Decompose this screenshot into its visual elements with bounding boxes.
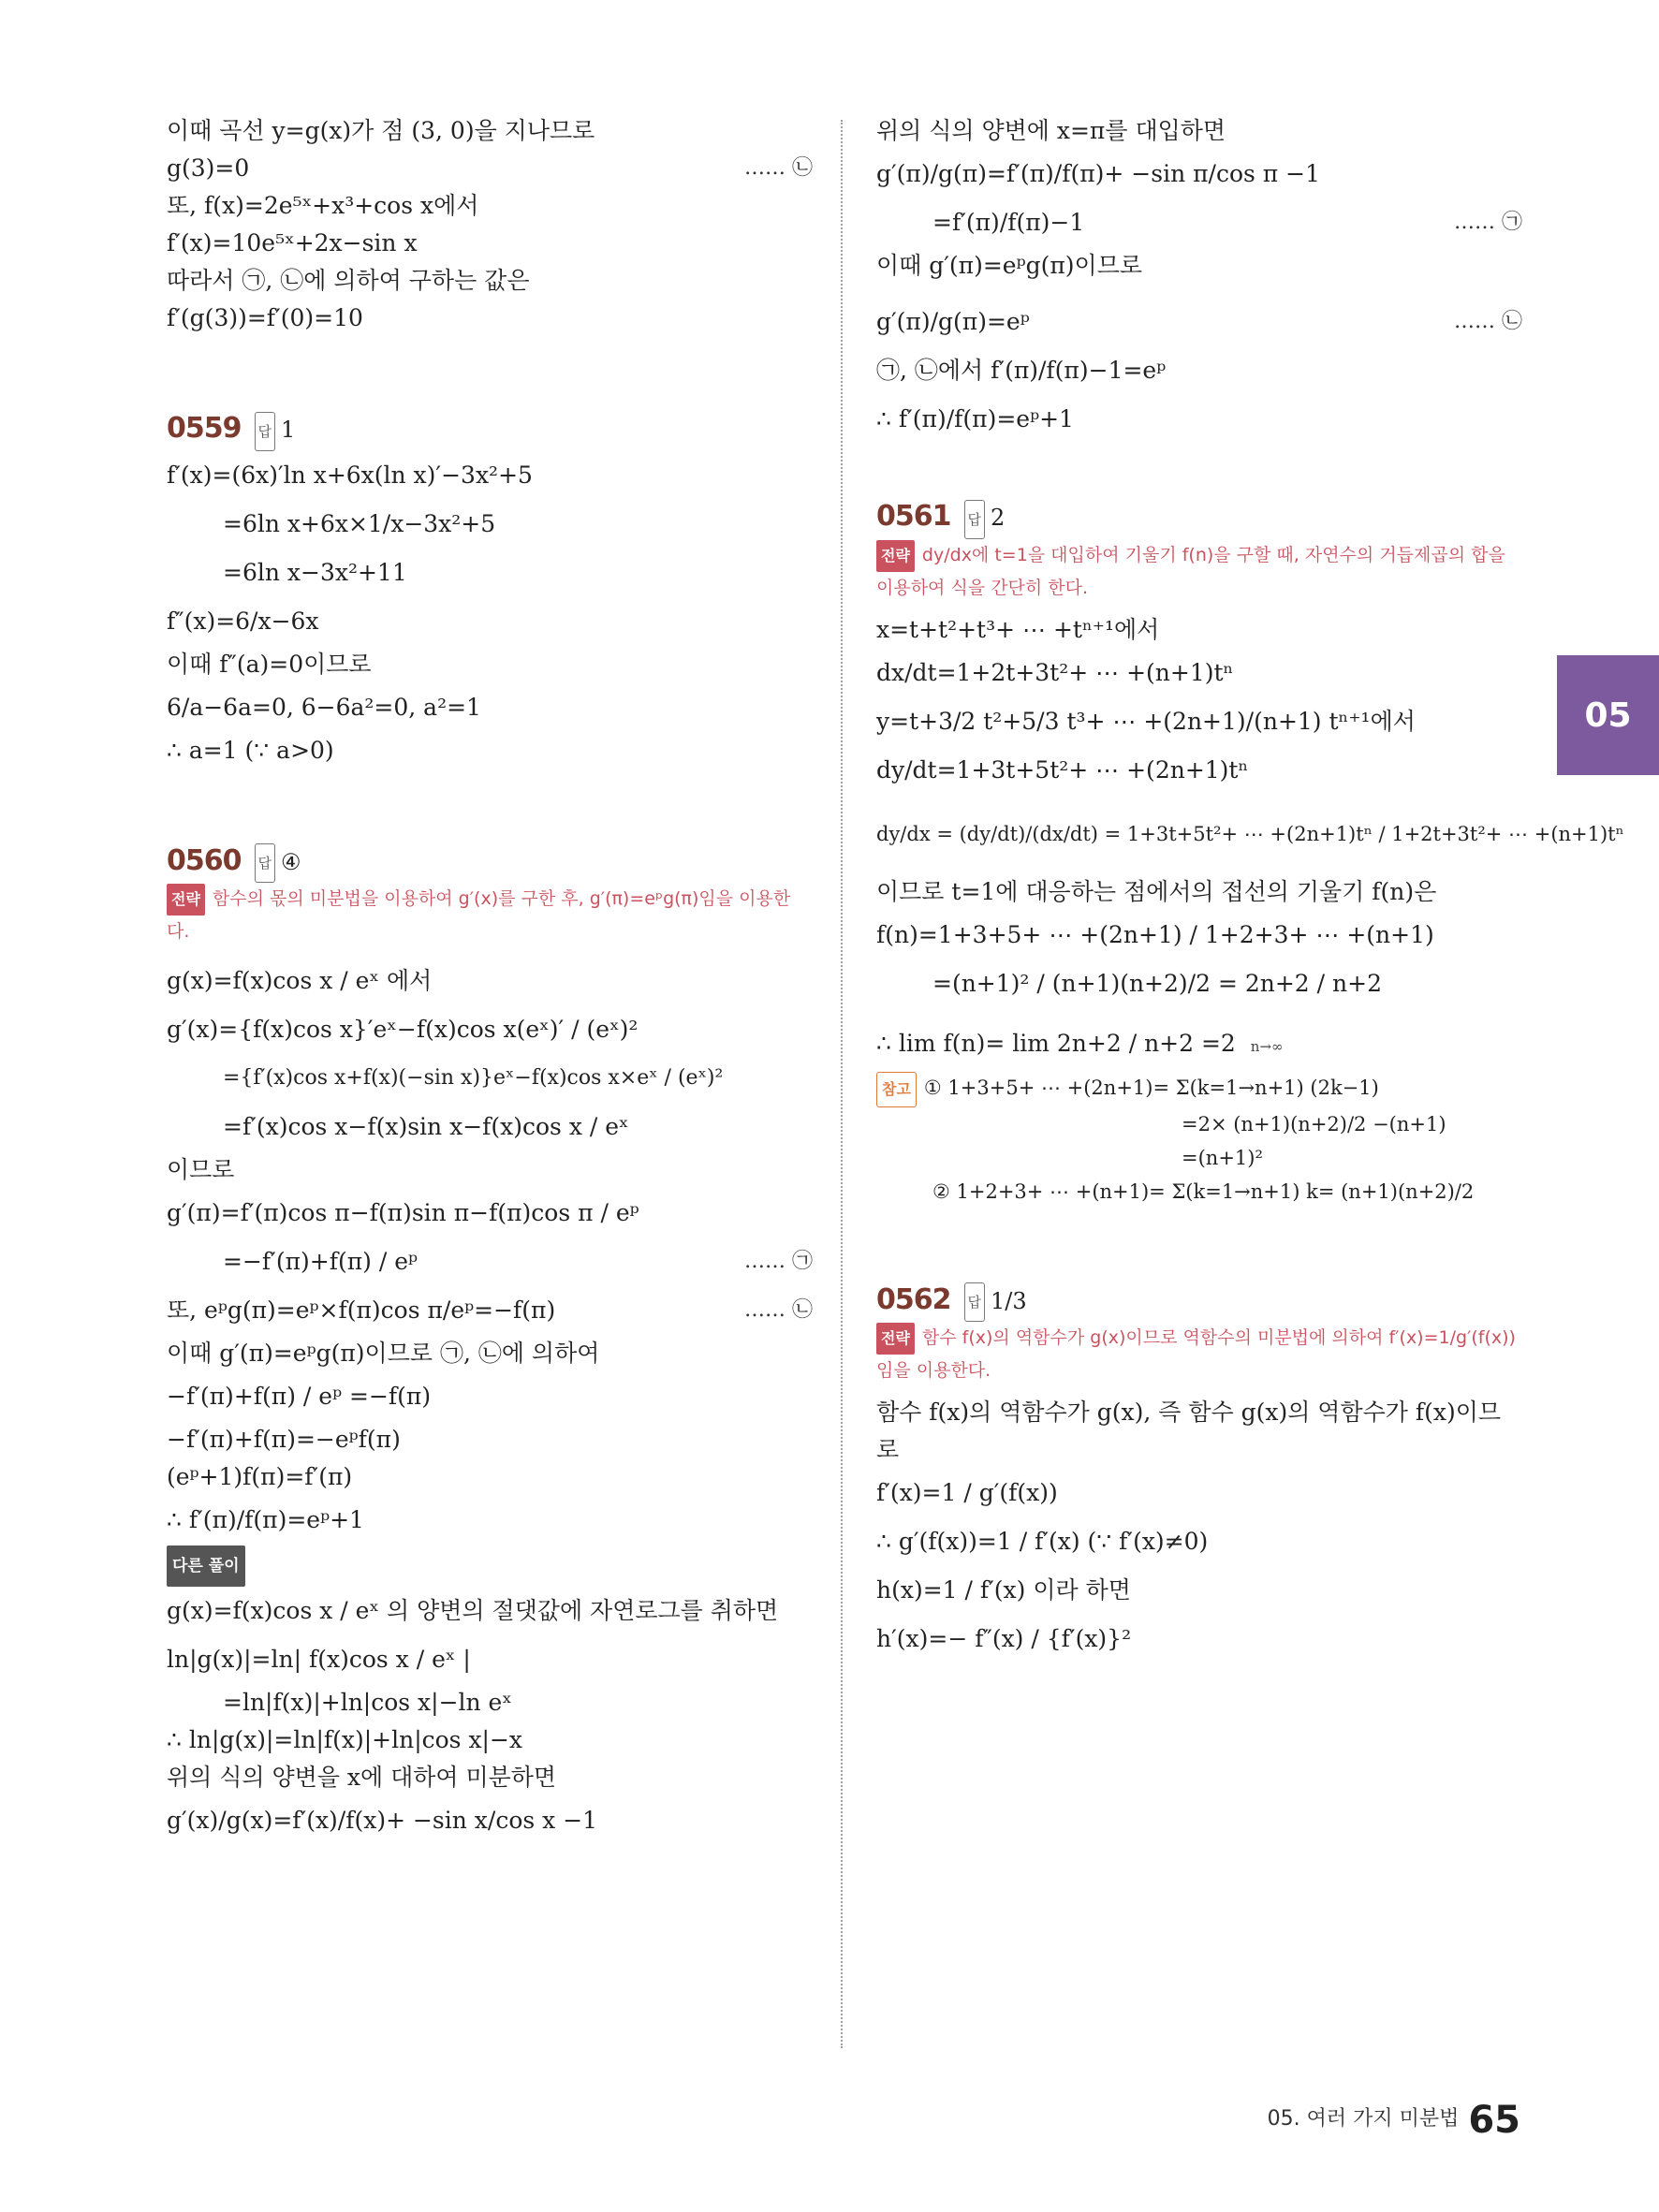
strategy-tag: 전략: [876, 1323, 915, 1355]
equation: g′(x)={f(x)cos x}′eˣ−f(x)cos x(eˣ)′ / (eˣ)²: [167, 1016, 639, 1043]
problem-header-0562: [876, 1282, 1522, 1323]
page-footer: [1268, 2099, 1520, 2142]
equation-marker: …… ㉠: [744, 1250, 813, 1273]
equation: (eᵖ+1)f(π)=f′(π): [167, 1463, 353, 1490]
equation: [167, 1238, 813, 1286]
equation: g(x)=f(x)cos x / eˣ 에서: [167, 967, 433, 994]
equation-marker: …… ㉠: [1454, 211, 1522, 234]
equation: [876, 298, 1522, 346]
alt-solution-tag: 다른 풀이: [167, 1545, 245, 1587]
equation: ln|g(x)|=ln| f(x)cos x / eˣ |: [167, 1646, 471, 1673]
equation: ∴ g′(f(x))=1 / f′(x) (∵ f′(x)≠0): [876, 1528, 1209, 1555]
equation: dy/dx = (dy/dt)/(dx/dt) = 1+3t+5t²+ ⋯ +(2n+1)tⁿ / 1+2t+3t²+ ⋯ +(n+1)tⁿ: [876, 822, 1624, 845]
equation: ∴ a=1 (∵ a>0): [167, 736, 334, 764]
answer-value: 1: [281, 417, 296, 443]
equation: g(x)=f(x)cos x / eˣ 의 양변의 절댓값에 자연로그를 취하면: [167, 1597, 779, 1624]
right-column: [876, 112, 1624, 1663]
problem-header-0559: [167, 410, 813, 451]
reference-tag: 참고: [876, 1072, 917, 1107]
text-line: 위의 식의 양변을 x에 대하여 미분하면: [167, 1764, 557, 1791]
problem-number: 0562: [876, 1282, 951, 1316]
equation: ㉠, ㉡에서 f′(π)/f(π)−1=eᵖ: [876, 357, 1167, 384]
equation: ∴ f′(π)/f(π)=eᵖ+1: [876, 405, 1074, 432]
text-line: 이때 곡선 y=g(x)가 점 (3, 0)을 지나므로: [167, 117, 595, 144]
equation: −f′(π)+f(π) / eᵖ =−f(π): [167, 1383, 432, 1410]
answer-label: 답: [964, 500, 986, 539]
strategy-tag: 전략: [167, 884, 205, 916]
strategy-tag: 전략: [876, 540, 915, 572]
equation: h′(x)=− f″(x) / {f′(x)}²: [876, 1625, 1132, 1652]
equation: f′(x)=1 / g′(f(x)): [876, 1479, 1058, 1506]
text-line: 위의 식의 양변에 x=π를 대입하면: [876, 117, 1226, 144]
equation: −f′(π)+f(π)=−eᵖf(π): [167, 1426, 401, 1453]
reference-line: =2× (n+1)(n+2)/2 −(n+1): [1182, 1112, 1446, 1135]
equation: [876, 1019, 1522, 1071]
text-line: 이므로 t=1에 대응하는 점에서의 접선의 기울기 f(n)은: [876, 877, 1437, 905]
equation: ∴ f′(π)/f(π)=eᵖ+1: [167, 1506, 364, 1533]
equation: f′(x)=(6x)′ln x+6x(ln x)′−3x²+5: [167, 461, 533, 489]
equation-text: =f′(π)/f(π)−1: [932, 209, 1085, 236]
strategy-note: [167, 883, 813, 947]
text-line: f′(g(3))=f′(0)=10: [167, 304, 363, 331]
equation: y=t+3/2 t²+5/3 t³+ ⋯ +(2n+1)/(n+1) tⁿ⁺¹에서: [876, 707, 1416, 735]
answer-value: ④: [281, 848, 301, 875]
problem-header-0561: [876, 498, 1522, 539]
equation: f″(x)=6/x−6x: [167, 607, 319, 635]
equation-marker: …… ㉡: [744, 156, 813, 180]
column-divider: [841, 120, 843, 2048]
answer-label: 답: [964, 1282, 986, 1322]
strategy-text: dy/dx에 t=1을 대입하여 기울기 f(n)을 구할 때, 자연수의 거듭제곱의 합을 이용하여 식을 간단히 한다.: [876, 544, 1505, 598]
equation: =(n+1)² / (n+1)(n+2)/2 = 2n+2 / n+2: [932, 969, 1382, 997]
strategy-text: 함수의 몫의 미분법을 이용하여 g′(x)를 구한 후, g′(π)=eᵖg(π)임을 이용한다.: [167, 888, 791, 942]
equation: x=t+t²+t³+ ⋯ +tⁿ⁺¹에서: [876, 615, 1160, 643]
problem-header-0560: [167, 842, 813, 884]
equation: =f′(x)cos x−f(x)sin x−f(x)cos x / eˣ: [223, 1113, 629, 1140]
chapter-tab: 05: [1557, 655, 1659, 775]
answer-value: 1/3: [991, 1287, 1027, 1314]
equation: =ln|f(x)|+ln|cos x|−ln eˣ: [223, 1689, 512, 1716]
page-number: 65: [1468, 2099, 1520, 2142]
strategy-note: [876, 539, 1522, 604]
equation-text: =−f′(π)+f(π) / eᵖ: [223, 1248, 418, 1275]
reference-note: [876, 1071, 1522, 1107]
answer-label: 답: [255, 412, 276, 451]
reference-line: ① 1+3+5+ ⋯ +(2n+1)= Σ(k=1→n+1) (2k−1): [923, 1076, 1379, 1099]
text-line: 따라서 ㉠, ㉡에 의하여 구하는 값은: [167, 267, 530, 294]
problem-number: 0561: [876, 500, 951, 533]
equation: f(n)=1+3+5+ ⋯ +(2n+1) / 1+2+3+ ⋯ +(n+1): [876, 920, 1434, 948]
limit-subscript: n→∞: [1250, 1037, 1284, 1055]
equation-marker: …… ㉡: [744, 1298, 813, 1322]
answer-value: 2: [991, 505, 1006, 531]
text-line: 이므로: [167, 1156, 235, 1183]
text-line: 이때 g′(π)=eᵖg(π)이므로: [876, 252, 1142, 279]
equation: =6ln x−3x²+11: [223, 558, 407, 586]
problem-number: 0559: [167, 412, 242, 445]
equation: g(3)=0: [167, 154, 250, 182]
equation: g′(π)=f′(π)cos π−f(π)sin π−f(π)cos π / eᵖ: [167, 1199, 639, 1226]
equation: dx/dt=1+2t+3t²+ ⋯ +(n+1)tⁿ: [876, 658, 1234, 686]
equation: 6/a−6a=0, 6−6a²=0, a²=1: [167, 693, 481, 721]
problem-number: 0560: [167, 843, 242, 877]
equation: [167, 1286, 813, 1335]
reference-line: =(n+1)²: [1182, 1146, 1263, 1169]
text-line: 함수 f(x)의 역함수가 g(x), 즉 함수 g(x)의 역함수가 f(x)이므로: [876, 1399, 1502, 1463]
text-line: 이때 g′(π)=eᵖg(π)이므로 ㉠, ㉡에 의하여: [167, 1340, 600, 1367]
alt-solution-header: [167, 1545, 813, 1587]
equation: [876, 198, 1522, 247]
equation: h(x)=1 / f′(x) 이라 하면: [876, 1576, 1131, 1604]
equation: =6ln x+6x×1/x−3x²+5: [223, 509, 496, 537]
text-line: 또, f(x)=2e⁵ˣ+x³+cos x에서: [167, 192, 479, 219]
equation-text: g′(π)/g(π)=eᵖ: [876, 308, 1030, 335]
equation: ∴ ln|g(x)|=ln|f(x)|+ln|cos x|−x: [167, 1726, 523, 1753]
text-line: 이때 f″(a)=0이므로: [167, 650, 372, 678]
text-line: [167, 150, 813, 187]
left-column: [167, 112, 813, 1845]
equation-text: ∴ lim f(n)= lim 2n+2 / n+2 =2: [876, 1029, 1236, 1057]
reference-line: ② 1+2+3+ ⋯ +(n+1)= Σ(k=1→n+1) k= (n+1)(n+2)/2: [932, 1179, 1475, 1203]
chapter-title: 05. 여러 가지 미분법: [1267, 2106, 1460, 2131]
equation: ={f′(x)cos x+f(x)(−sin x)}eˣ−f(x)cos x×eˣ / (eˣ)²: [223, 1066, 724, 1090]
equation: g′(x)/g(x)=f′(x)/f(x)+ −sin x/cos x −1: [167, 1807, 598, 1834]
strategy-text: 함수 f(x)의 역함수가 g(x)이므로 역함수의 미분법에 의하여 f′(x)=1/g′(f(x))임을 이용한다.: [876, 1327, 1516, 1381]
strategy-note: [876, 1322, 1522, 1386]
text-line: f′(x)=10e⁵ˣ+2x−sin x: [167, 229, 418, 256]
equation-text: 또, eᵖg(π)=eᵖ×f(π)cos π/eᵖ=−f(π): [167, 1296, 556, 1324]
equation: g′(π)/g(π)=f′(π)/f(π)+ −sin π/cos π −1: [876, 160, 1321, 187]
equation: dy/dt=1+3t+5t²+ ⋯ +(2n+1)tⁿ: [876, 755, 1249, 784]
equation-marker: …… ㉡: [1454, 310, 1522, 333]
answer-label: 답: [255, 843, 276, 883]
